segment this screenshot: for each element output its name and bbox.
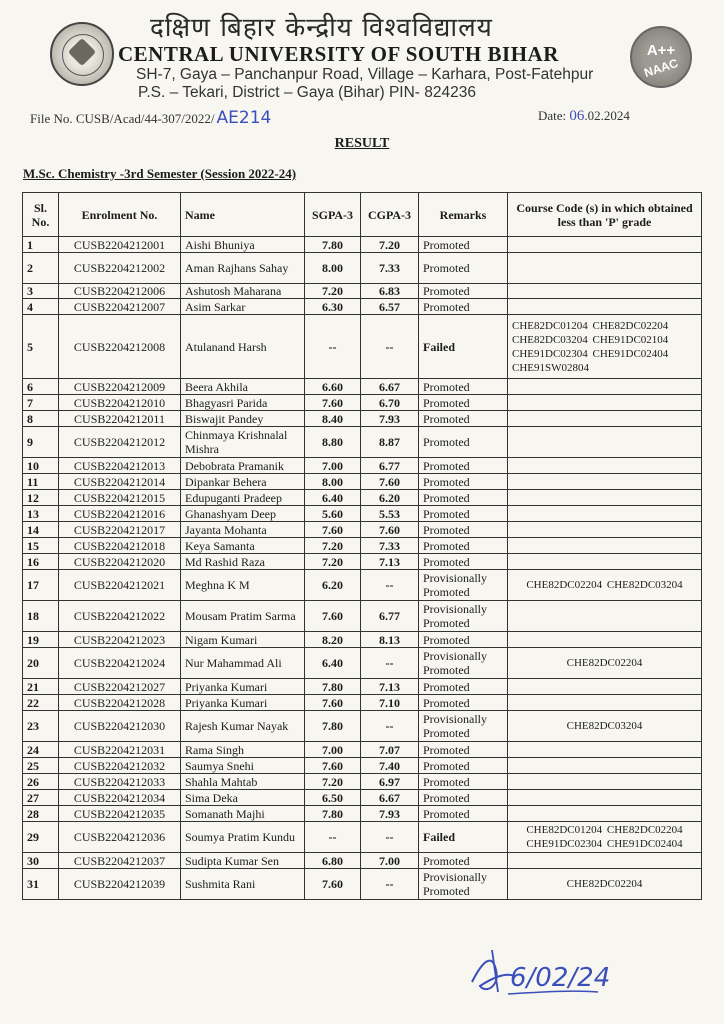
name-cell: Nigam Kumari	[181, 632, 305, 648]
name-cell: Beera Akhila	[181, 379, 305, 395]
name-cell: Rama Singh	[181, 742, 305, 758]
result-table-body	[23, 237, 702, 900]
cgpa-cell: 6.20	[361, 490, 419, 506]
name-cell: Atulanand Harsh	[181, 315, 305, 379]
remarks-cell: Provisionally Promoted	[419, 648, 508, 679]
enrolment-cell: CUSB2204212007	[59, 299, 181, 315]
remarks-cell: Failed	[419, 822, 508, 853]
naac-badge-icon	[630, 26, 692, 88]
course-codes-cell	[508, 790, 702, 806]
name-cell: Edupuganti Pradeep	[181, 490, 305, 506]
table-row	[23, 742, 702, 758]
course-codes-cell	[508, 742, 702, 758]
name-cell: Sima Deka	[181, 790, 305, 806]
cgpa-cell: 6.77	[361, 601, 419, 632]
enrolment-cell: CUSB2204212017	[59, 522, 181, 538]
enrolment-cell: CUSB2204212035	[59, 806, 181, 822]
name-cell: Sudipta Kumar Sen	[181, 853, 305, 869]
course-codes-cell	[508, 395, 702, 411]
name-cell: Dipankar Behera	[181, 474, 305, 490]
sgpa-cell: 8.20	[305, 632, 361, 648]
table-row	[23, 822, 702, 853]
remarks-cell: Promoted	[419, 427, 508, 458]
sl-no-cell: 26	[23, 774, 59, 790]
table-row	[23, 570, 702, 601]
sl-no-cell: 4	[23, 299, 59, 315]
enrolment-cell: CUSB2204212034	[59, 790, 181, 806]
remarks-cell: Promoted	[419, 474, 508, 490]
file-number-label: File No. CUSB/Acad/44-307/2022/	[30, 111, 215, 126]
sl-no-cell: 15	[23, 538, 59, 554]
header-cgpa: CGPA-3	[361, 193, 419, 237]
course-codes-cell	[508, 806, 702, 822]
sl-no-cell: 7	[23, 395, 59, 411]
cgpa-cell: 7.13	[361, 554, 419, 570]
sgpa-cell: 7.60	[305, 522, 361, 538]
table-row	[23, 538, 702, 554]
remarks-cell: Provisionally Promoted	[419, 570, 508, 601]
remarks-cell: Promoted	[419, 632, 508, 648]
table-row	[23, 806, 702, 822]
course-codes-cell	[508, 506, 702, 522]
cgpa-cell: 7.60	[361, 522, 419, 538]
course-codes-cell	[508, 601, 702, 632]
cgpa-cell: 7.93	[361, 411, 419, 427]
cgpa-cell: --	[361, 822, 419, 853]
remarks-cell: Promoted	[419, 379, 508, 395]
sl-no-cell: 30	[23, 853, 59, 869]
remarks-cell: Promoted	[419, 806, 508, 822]
sgpa-cell: 8.40	[305, 411, 361, 427]
name-cell: Soumya Pratim Kundu	[181, 822, 305, 853]
remarks-cell: Promoted	[419, 253, 508, 284]
sl-no-cell: 6	[23, 379, 59, 395]
table-row	[23, 379, 702, 395]
cgpa-cell: 7.20	[361, 237, 419, 253]
table-row	[23, 315, 702, 379]
remarks-cell: Promoted	[419, 554, 508, 570]
sgpa-cell: 6.60	[305, 379, 361, 395]
sgpa-cell: 6.30	[305, 299, 361, 315]
sgpa-cell: 8.00	[305, 253, 361, 284]
enrolment-cell: CUSB2204212024	[59, 648, 181, 679]
sgpa-cell: 7.60	[305, 869, 361, 900]
enrolment-cell: CUSB2204212030	[59, 711, 181, 742]
cgpa-cell: 6.70	[361, 395, 419, 411]
header-sl-no: Sl. No.	[23, 193, 59, 237]
course-codes-cell: CHE82DC02204	[508, 869, 702, 900]
course-codes-cell	[508, 538, 702, 554]
enrolment-cell: CUSB2204212001	[59, 237, 181, 253]
date-label: Date:	[538, 108, 570, 123]
sgpa-cell: 8.80	[305, 427, 361, 458]
sgpa-cell: 7.20	[305, 538, 361, 554]
enrolment-cell: CUSB2204212009	[59, 379, 181, 395]
course-codes-cell	[508, 853, 702, 869]
name-cell: Nur Mahammad Ali	[181, 648, 305, 679]
table-row	[23, 695, 702, 711]
remarks-cell: Promoted	[419, 758, 508, 774]
enrolment-cell: CUSB2204212037	[59, 853, 181, 869]
address-line-1: SH-7, Gaya – Panchanpur Road, Village – Karhara, Post-Fatehpur	[136, 66, 594, 83]
sgpa-cell: 7.80	[305, 679, 361, 695]
cgpa-cell: 7.40	[361, 758, 419, 774]
name-cell: Chinmaya Krishnalal Mishra	[181, 427, 305, 458]
course-codes-cell	[508, 284, 702, 299]
enrolment-cell: CUSB2204212013	[59, 458, 181, 474]
enrolment-cell: CUSB2204212016	[59, 506, 181, 522]
sl-no-cell: 12	[23, 490, 59, 506]
enrolment-cell: CUSB2204212028	[59, 695, 181, 711]
cgpa-cell: 6.77	[361, 458, 419, 474]
remarks-cell: Promoted	[419, 538, 508, 554]
table-row	[23, 490, 702, 506]
table-row	[23, 458, 702, 474]
sgpa-cell: 7.60	[305, 395, 361, 411]
name-cell: Somanath Majhi	[181, 806, 305, 822]
sgpa-cell: 7.80	[305, 237, 361, 253]
enrolment-cell: CUSB2204212010	[59, 395, 181, 411]
sgpa-cell: 6.40	[305, 648, 361, 679]
enrolment-cell: CUSB2204212032	[59, 758, 181, 774]
cgpa-cell: 6.67	[361, 790, 419, 806]
document-date	[538, 108, 630, 125]
enrolment-cell: CUSB2204212023	[59, 632, 181, 648]
cgpa-cell: 7.13	[361, 679, 419, 695]
course-codes-cell: CHE82DC03204	[508, 711, 702, 742]
enrolment-cell: CUSB2204212021	[59, 570, 181, 601]
sl-no-cell: 13	[23, 506, 59, 522]
table-row	[23, 554, 702, 570]
naac-label: NAAC	[642, 55, 680, 81]
sl-no-cell: 9	[23, 427, 59, 458]
university-logo-icon	[50, 22, 114, 86]
sgpa-cell: 7.80	[305, 806, 361, 822]
course-codes-cell	[508, 379, 702, 395]
enrolment-cell: CUSB2204212036	[59, 822, 181, 853]
cgpa-cell: 6.97	[361, 774, 419, 790]
enrolment-cell: CUSB2204212012	[59, 427, 181, 458]
sl-no-cell: 31	[23, 869, 59, 900]
enrolment-cell: CUSB2204212027	[59, 679, 181, 695]
remarks-cell: Promoted	[419, 458, 508, 474]
remarks-cell: Promoted	[419, 490, 508, 506]
course-codes-cell	[508, 695, 702, 711]
enrolment-cell: CUSB2204212006	[59, 284, 181, 299]
remarks-cell: Promoted	[419, 284, 508, 299]
sgpa-cell: 7.60	[305, 601, 361, 632]
enrolment-cell: CUSB2204212039	[59, 869, 181, 900]
remarks-cell: Provisionally Promoted	[419, 601, 508, 632]
sgpa-cell: 6.20	[305, 570, 361, 601]
header-sgpa: SGPA-3	[305, 193, 361, 237]
course-codes-cell: CHE82DC02204	[508, 648, 702, 679]
sl-no-cell: 14	[23, 522, 59, 538]
file-number	[30, 108, 271, 128]
sgpa-cell: 7.20	[305, 774, 361, 790]
header-enrolment: Enrolment No.	[59, 193, 181, 237]
table-row	[23, 790, 702, 806]
sl-no-cell: 24	[23, 742, 59, 758]
cgpa-cell: 7.33	[361, 253, 419, 284]
table-row	[23, 853, 702, 869]
cgpa-cell: 6.57	[361, 299, 419, 315]
course-codes-cell	[508, 411, 702, 427]
course-codes-cell	[508, 632, 702, 648]
table-row	[23, 474, 702, 490]
sgpa-cell: 7.20	[305, 284, 361, 299]
sl-no-cell: 22	[23, 695, 59, 711]
date-rest: .02.2024	[584, 108, 630, 123]
remarks-cell: Provisionally Promoted	[419, 711, 508, 742]
sgpa-cell: --	[305, 315, 361, 379]
sl-no-cell: 1	[23, 237, 59, 253]
header-remarks: Remarks	[419, 193, 508, 237]
remarks-cell: Promoted	[419, 522, 508, 538]
table-row	[23, 679, 702, 695]
cgpa-cell: 7.00	[361, 853, 419, 869]
cgpa-cell: 7.33	[361, 538, 419, 554]
table-row	[23, 869, 702, 900]
name-cell: Ghanashyam Deep	[181, 506, 305, 522]
course-codes-cell	[508, 774, 702, 790]
course-codes-cell	[508, 237, 702, 253]
enrolment-cell: CUSB2204212018	[59, 538, 181, 554]
table-row	[23, 427, 702, 458]
course-codes-cell	[508, 554, 702, 570]
course-codes-cell	[508, 490, 702, 506]
signature-date: 6/02/24	[510, 963, 611, 993]
university-name: CENTRAL UNIVERSITY OF SOUTH BIHAR	[118, 42, 559, 66]
sl-no-cell: 11	[23, 474, 59, 490]
sgpa-cell: 6.80	[305, 853, 361, 869]
sl-no-cell: 20	[23, 648, 59, 679]
sgpa-cell: --	[305, 822, 361, 853]
remarks-cell: Promoted	[419, 853, 508, 869]
university-hindi-name: दक्षिण बिहार केन्द्रीय विश्वविद्यालय	[150, 13, 493, 43]
name-cell: Bhagyasri Parida	[181, 395, 305, 411]
name-cell: Asim Sarkar	[181, 299, 305, 315]
cgpa-cell: 7.93	[361, 806, 419, 822]
signature-icon	[462, 942, 612, 1002]
name-cell: Meghna K M	[181, 570, 305, 601]
enrolment-cell: CUSB2204212022	[59, 601, 181, 632]
name-cell: Priyanka Kumari	[181, 679, 305, 695]
course-codes-cell	[508, 758, 702, 774]
sl-no-cell: 28	[23, 806, 59, 822]
sl-no-cell: 25	[23, 758, 59, 774]
sgpa-cell: 7.60	[305, 758, 361, 774]
date-day-handwritten: 06	[569, 108, 585, 124]
course-codes-cell: CHE82DC02204 CHE82DC03204	[508, 570, 702, 601]
course-title: M.Sc. Chemistry -3rd Semester (Session 2022-24)	[23, 166, 297, 181]
naac-grade: A++	[646, 42, 676, 59]
name-cell: Debobrata Pramanik	[181, 458, 305, 474]
sl-no-cell: 8	[23, 411, 59, 427]
table-row	[23, 774, 702, 790]
course-codes-cell	[508, 253, 702, 284]
remarks-cell: Promoted	[419, 299, 508, 315]
table-row	[23, 253, 702, 284]
cgpa-cell: --	[361, 570, 419, 601]
name-cell: Rajesh Kumar Nayak	[181, 711, 305, 742]
sgpa-cell: 6.40	[305, 490, 361, 506]
sgpa-cell: 7.60	[305, 695, 361, 711]
name-cell: Keya Samanta	[181, 538, 305, 554]
name-cell: Biswajit Pandey	[181, 411, 305, 427]
table-row	[23, 506, 702, 522]
sl-no-cell: 3	[23, 284, 59, 299]
cgpa-cell: 8.13	[361, 632, 419, 648]
remarks-cell: Promoted	[419, 506, 508, 522]
table-row	[23, 758, 702, 774]
name-cell: Aishi Bhuniya	[181, 237, 305, 253]
remarks-cell: Promoted	[419, 695, 508, 711]
table-row	[23, 711, 702, 742]
name-cell: Mousam Pratim Sarma	[181, 601, 305, 632]
table-row	[23, 284, 702, 299]
enrolment-cell: CUSB2204212002	[59, 253, 181, 284]
sl-no-cell: 2	[23, 253, 59, 284]
table-row	[23, 648, 702, 679]
remarks-cell: Provisionally Promoted	[419, 869, 508, 900]
enrolment-cell: CUSB2204212020	[59, 554, 181, 570]
sl-no-cell: 29	[23, 822, 59, 853]
cgpa-cell: 6.67	[361, 379, 419, 395]
file-number-handwritten: AE214	[216, 108, 272, 128]
remarks-cell: Promoted	[419, 774, 508, 790]
remarks-cell: Promoted	[419, 790, 508, 806]
cgpa-cell: --	[361, 315, 419, 379]
course-codes-cell	[508, 458, 702, 474]
course-codes-cell	[508, 679, 702, 695]
name-cell: Ashutosh Maharana	[181, 284, 305, 299]
cgpa-cell: 6.83	[361, 284, 419, 299]
table-row	[23, 395, 702, 411]
sgpa-cell: 7.00	[305, 742, 361, 758]
name-cell: Shahla Mahtab	[181, 774, 305, 790]
table-row	[23, 299, 702, 315]
name-cell: Jayanta Mohanta	[181, 522, 305, 538]
result-table	[22, 192, 702, 900]
table-header-row	[23, 193, 702, 237]
enrolment-cell: CUSB2204212033	[59, 774, 181, 790]
sgpa-cell: 7.20	[305, 554, 361, 570]
result-heading: RESULT	[334, 136, 390, 151]
sgpa-cell: 8.00	[305, 474, 361, 490]
sgpa-cell: 5.60	[305, 506, 361, 522]
sgpa-cell: 7.00	[305, 458, 361, 474]
course-codes-cell	[508, 522, 702, 538]
table-row	[23, 237, 702, 253]
enrolment-cell: CUSB2204212011	[59, 411, 181, 427]
remarks-cell: Promoted	[419, 411, 508, 427]
enrolment-cell: CUSB2204212008	[59, 315, 181, 379]
sl-no-cell: 21	[23, 679, 59, 695]
name-cell: Priyanka Kumari	[181, 695, 305, 711]
sgpa-cell: 6.50	[305, 790, 361, 806]
sl-no-cell: 18	[23, 601, 59, 632]
name-cell: Aman Rajhans Sahay	[181, 253, 305, 284]
remarks-cell: Promoted	[419, 679, 508, 695]
table-row	[23, 601, 702, 632]
cgpa-cell: 5.53	[361, 506, 419, 522]
remarks-cell: Promoted	[419, 742, 508, 758]
sl-no-cell: 23	[23, 711, 59, 742]
course-codes-cell	[508, 474, 702, 490]
course-codes-cell	[508, 427, 702, 458]
name-cell: Saumya Snehi	[181, 758, 305, 774]
sl-no-cell: 5	[23, 315, 59, 379]
table-row	[23, 411, 702, 427]
enrolment-cell: CUSB2204212014	[59, 474, 181, 490]
table-row	[23, 522, 702, 538]
name-cell: Sushmita Rani	[181, 869, 305, 900]
header-name: Name	[181, 193, 305, 237]
sgpa-cell: 7.80	[305, 711, 361, 742]
sl-no-cell: 16	[23, 554, 59, 570]
cgpa-cell: 8.87	[361, 427, 419, 458]
remarks-cell: Failed	[419, 315, 508, 379]
cgpa-cell: --	[361, 869, 419, 900]
course-codes-cell: CHE82DC01204 CHE82DC02204 CHE91DC02304 CHE91DC02404	[508, 822, 702, 853]
cgpa-cell: --	[361, 648, 419, 679]
cgpa-cell: 7.60	[361, 474, 419, 490]
cgpa-cell: 7.10	[361, 695, 419, 711]
cgpa-cell: --	[361, 711, 419, 742]
address-line-2: P.S. – Tekari, District – Gaya (Bihar) PIN- 824236	[138, 84, 476, 101]
name-cell: Md Rashid Raza	[181, 554, 305, 570]
sl-no-cell: 19	[23, 632, 59, 648]
remarks-cell: Promoted	[419, 395, 508, 411]
sl-no-cell: 10	[23, 458, 59, 474]
table-row	[23, 632, 702, 648]
cgpa-cell: 7.07	[361, 742, 419, 758]
remarks-cell: Promoted	[419, 237, 508, 253]
header-course-codes: Course Code (s) in which obtained less than 'P' grade	[508, 193, 702, 237]
sl-no-cell: 27	[23, 790, 59, 806]
course-codes-cell: CHE82DC01204 CHE82DC02204 CHE82DC03204 CHE91DC02104 CHE91DC02304 CHE91DC02404 CHE91SW02804	[508, 315, 702, 379]
enrolment-cell: CUSB2204212015	[59, 490, 181, 506]
course-codes-cell	[508, 299, 702, 315]
enrolment-cell: CUSB2204212031	[59, 742, 181, 758]
sl-no-cell: 17	[23, 570, 59, 601]
